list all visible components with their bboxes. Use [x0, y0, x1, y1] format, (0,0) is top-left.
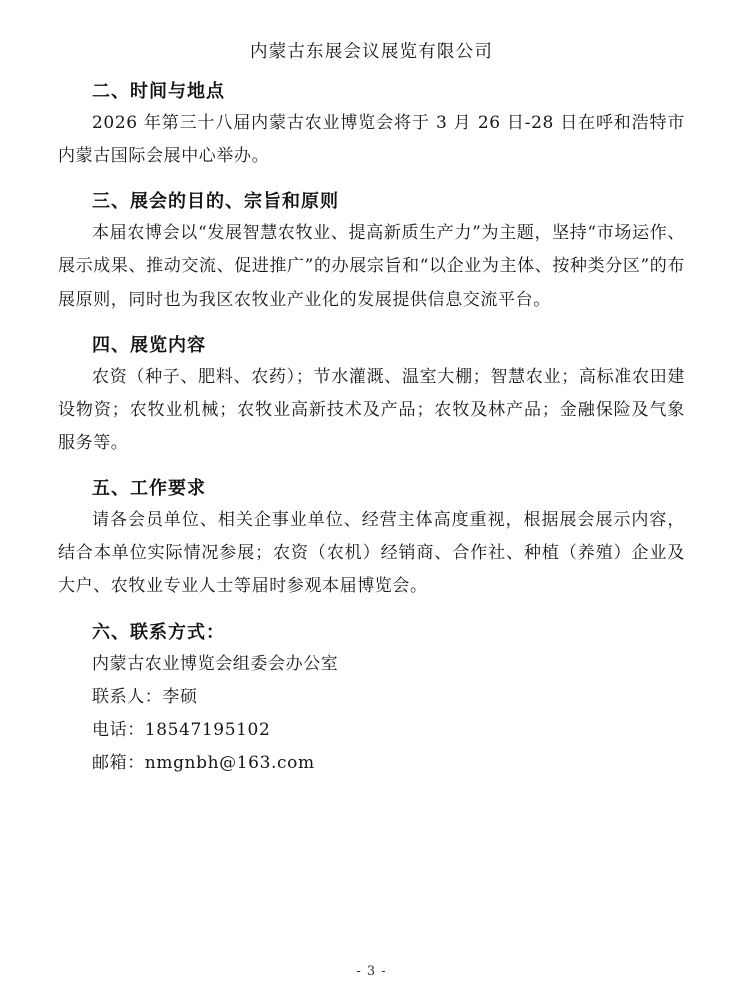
section-paragraph-exhibits: 农资（种子、肥料、农药）；节水灌溉、温室大棚；智慧农业；高标准农田建设物资；农牧业机械；农牧业高新技术及产品；农牧及林产品；金融保险及气象服务等。 [58, 366, 685, 453]
section-heading-exhibits: 四、展览内容 [92, 334, 206, 356]
section-heading-time-location: 二、时间与地点 [92, 81, 225, 102]
page-number: - 3 - [356, 964, 387, 979]
section-heading-contact: 六、联系方式： [92, 621, 225, 643]
contact-office: 内蒙古农业博览会组委会办公室 [92, 653, 339, 674]
contact-phone: 电话：18547195102 [92, 719, 271, 740]
section-heading-purpose: 三、展会的目的、宗旨和原则 [92, 191, 339, 213]
document-title: 内蒙古东展会议展览有限公司 [249, 42, 494, 62]
section-paragraph-purpose: 本届农博会以“发展智慧农牧业、提高新质生产力”为主题，坚持“市场运作、展示成果、推动交流、促进推广”的办展宗旨和“以企业为主体、按种类分区”的布展原则，同时也为我区农牧业产业化的发展提供信息交流平台。 [58, 223, 685, 310]
section-heading-requirements: 五、工作要求 [92, 478, 206, 500]
contact-person: 联系人：李硕 [92, 686, 198, 707]
contact-details [58, 648, 685, 781]
contact-email: 邮箱：nmgnbh@163.com [92, 752, 315, 773]
section-paragraph-requirements: 请各会员单位、相关企事业单位、经营主体高度重视，根据展会展示内容，结合本单位实际情况参展；农资（农机）经销商、合作社、种植（养殖）企业及大户、农牧业专业人士等届时参观本届博览会。 [58, 510, 685, 597]
section-paragraph-time-location: 2026 年第三十八届内蒙古农业博览会将于 3 月 26 日-28 日在呼和浩特市内蒙古国际会展中心举办。 [58, 113, 685, 167]
